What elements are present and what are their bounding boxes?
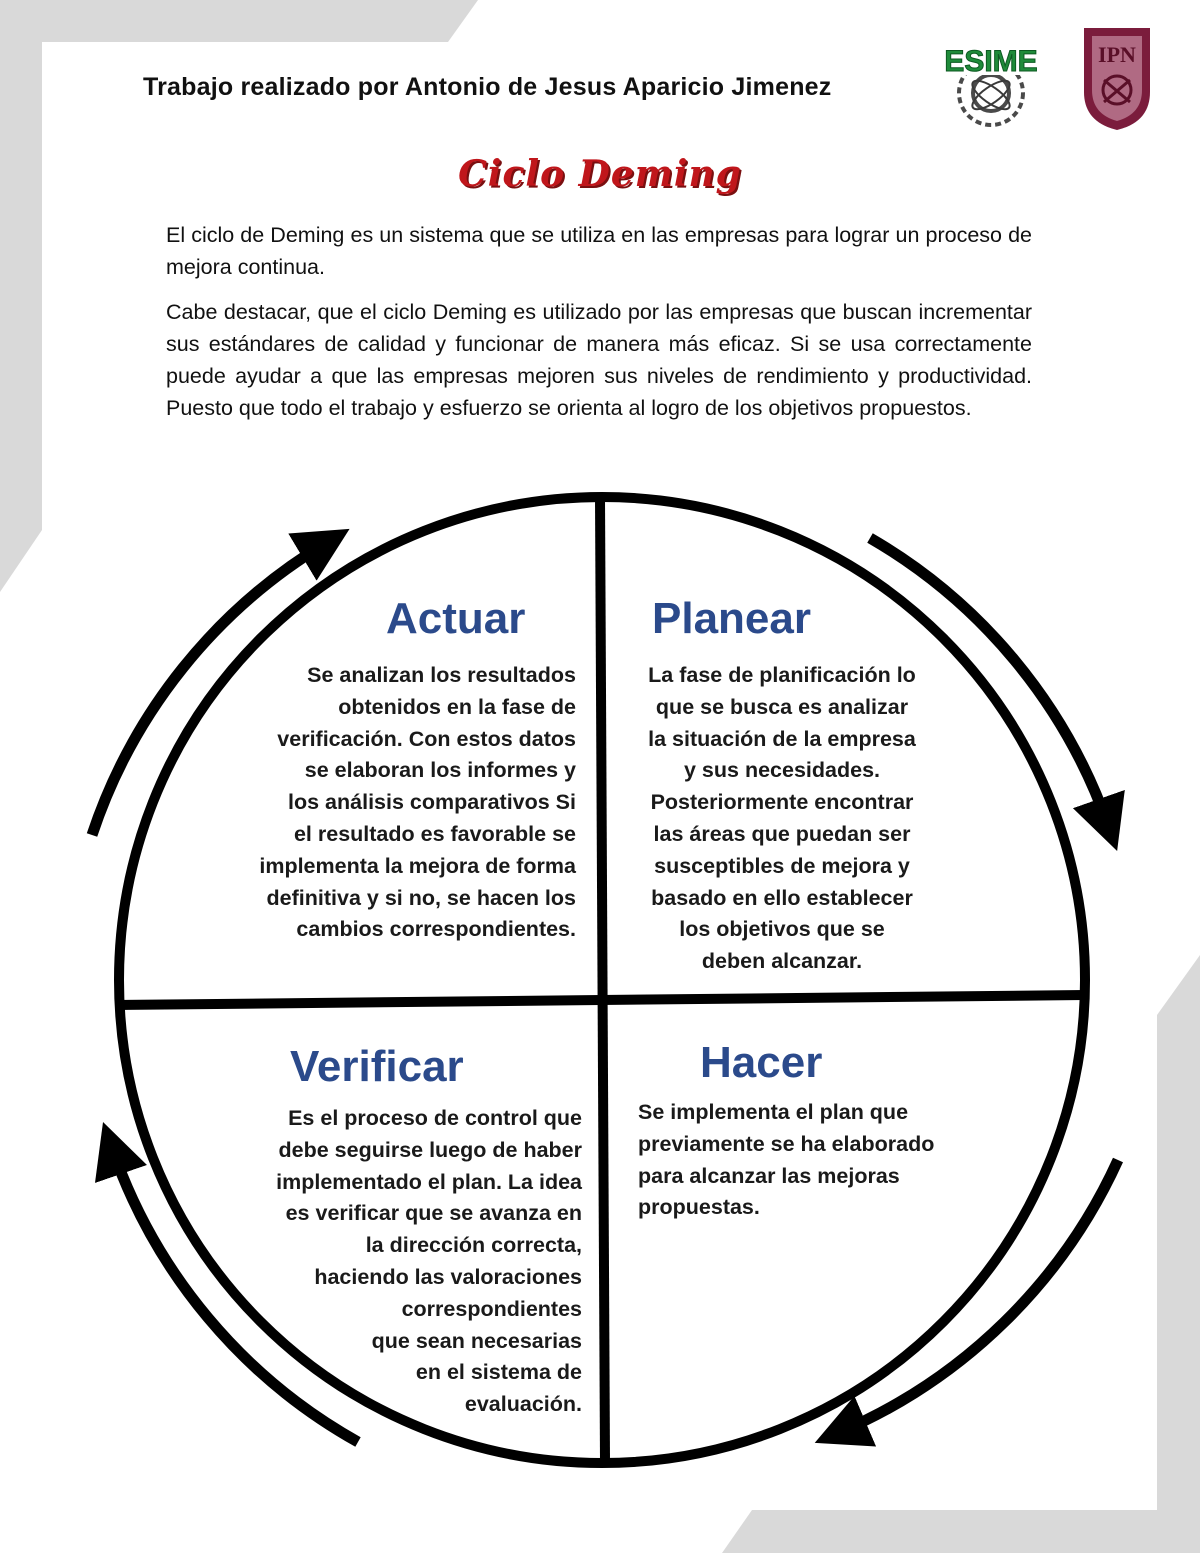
intro-paragraph-2: Cabe destacar, que el ciclo Deming es utilizado por las empresas que buscan incrementar sus estándares de calidad y funcionar de manera más eficaz. Si se usa correctamente puede ayudar a que las empresas mejoren sus niveles de rendimiento y productividad. Puesto que todo el trabajo y esfuerzo se orienta al logro de los objetivos propuestos. [166, 300, 1032, 420]
verificar-heading: Verificar [290, 1042, 464, 1091]
hacer-text: Se implementa el plan que previamente se ha elaborado para alcanzar las mejoras propuestas. [638, 1100, 935, 1220]
intro-paragraph-1: El ciclo de Deming es un sistema que se utiliza en las empresas para lograr un proceso de mejora continua. [166, 223, 1032, 279]
planear-heading: Planear [652, 594, 811, 643]
page-title: Ciclo Deming [458, 153, 742, 195]
planear-text: La fase de planificación lo que se busca es analizar la situación de la empresa y sus necesidades. Posteriormente encontrar las áreas que puedan ser susceptibles de mejora y basado en ello establecer los objetivos que se deben alcanzar. [648, 663, 916, 974]
esime-logo-text: ESIME [944, 45, 1038, 78]
verificar-text: Es el proceso de control que debe seguirse luego de haber implementado el plan. La idea es verificar que se avanza en la dirección correcta, haciendo las valoraciones correspondientes que sean necesarias en el sistema de evaluación. [276, 1106, 582, 1417]
ipn-logo-text: IPN [1098, 42, 1136, 67]
author-line: Trabajo realizado por Antonio de Jesus Aparicio Jimenez [143, 73, 832, 101]
actuar-heading: Actuar [386, 594, 526, 643]
hacer-heading: Hacer [700, 1038, 823, 1087]
cycle-vertical-divider [600, 498, 605, 1462]
actuar-text: Se analizan los resultados obtenidos en la fase de verificación. Con estos datos se elaboran los informes y los análisis comparativos Si el resultado es favorable se implementa la mejora de forma definitiva y si no, se hacen los cambios correspondientes. [259, 663, 576, 942]
cycle-horizontal-divider [120, 995, 1085, 1005]
